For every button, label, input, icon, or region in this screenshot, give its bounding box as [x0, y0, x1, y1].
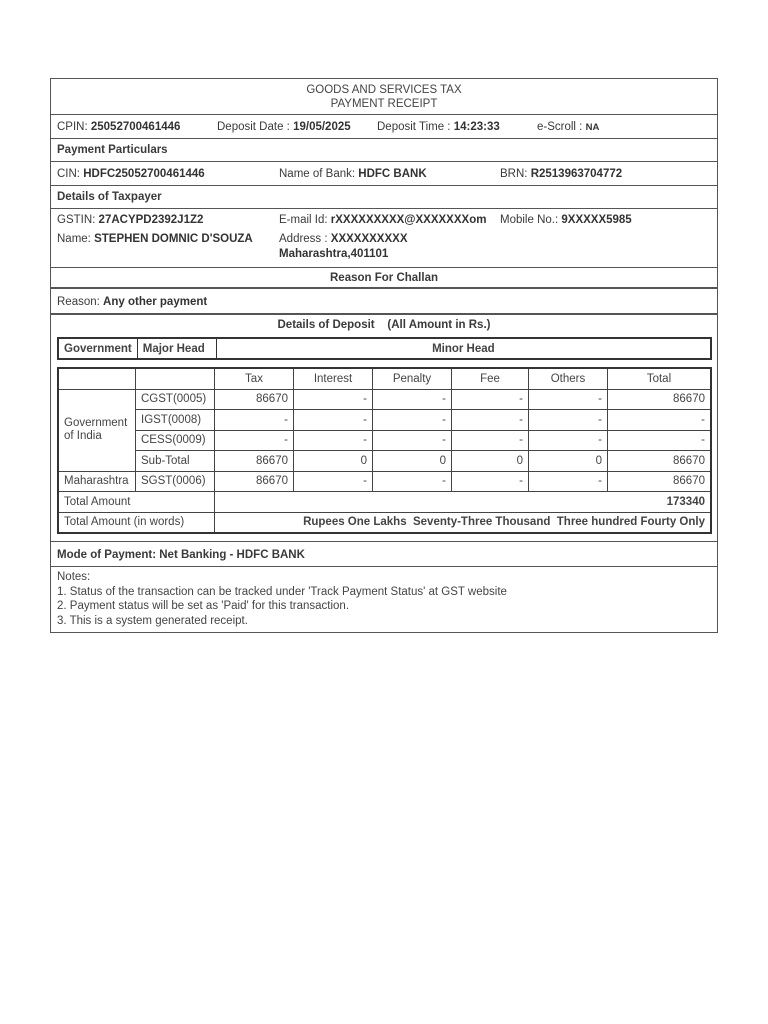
- cpin-field: [57, 115, 180, 139]
- cin-value: HDFC25052700461446: [83, 168, 205, 180]
- gstin-value: 27ACYPD2392J1Z2: [98, 214, 204, 226]
- value-cell: 0: [373, 451, 452, 472]
- value-cell: 86670: [608, 389, 712, 410]
- deposit-time-label: Deposit Time :: [377, 121, 451, 133]
- deposit-date-value: 19/05/2025: [293, 121, 351, 133]
- deposit-heading: Details of Deposit (All Amount in Rs.): [277, 319, 491, 331]
- address-line-2-wrap: [279, 248, 388, 260]
- taxpayer-details: [51, 209, 717, 268]
- value-cell: -: [215, 410, 294, 431]
- notes-title: Notes:: [57, 571, 91, 583]
- reason-label: Reason:: [57, 296, 100, 308]
- table-row: [58, 471, 711, 492]
- value-cell: -: [608, 430, 712, 451]
- payment-receipt: [50, 78, 718, 633]
- taxpayer-heading: Details of Taxpayer: [51, 186, 717, 209]
- payment-particulars-heading: Payment Particulars: [51, 139, 717, 162]
- bank-value: HDFC BANK: [358, 168, 427, 180]
- col-total: Total: [608, 368, 712, 389]
- deposit-time-field: [377, 115, 500, 139]
- cpin-value: 25052700461446: [90, 121, 181, 133]
- cpin-label: CPIN:: [57, 121, 88, 133]
- head-cell: IGST(0008): [136, 410, 215, 431]
- value-cell: 86670: [608, 451, 712, 472]
- head-cell: CESS(0009): [136, 430, 215, 451]
- reason-value: Any other payment: [103, 296, 208, 308]
- value-cell: 86670: [215, 471, 294, 492]
- col-fee: Fee: [452, 368, 529, 389]
- table-row: [58, 389, 711, 410]
- value-cell: 0: [294, 451, 373, 472]
- total-amount-row: [58, 492, 711, 513]
- reason-row: [51, 289, 717, 315]
- state-cell: Maharashtra: [58, 471, 136, 492]
- gov-india-cell: Government of India: [58, 389, 136, 471]
- value-cell: -: [529, 410, 608, 431]
- gstin-field: [57, 214, 203, 226]
- total-amount-label: Total Amount: [58, 492, 215, 513]
- col-penalty: Penalty: [373, 368, 452, 389]
- bank-field: [279, 162, 427, 186]
- head-cell: Sub-Total: [136, 451, 215, 472]
- deposit-date-field: [217, 115, 351, 139]
- mobile-field: [500, 214, 632, 226]
- mobile-value: 9XXXXX5985: [561, 214, 632, 226]
- value-cell: -: [452, 389, 529, 410]
- address-line-1: XXXXXXXXXX: [330, 233, 408, 245]
- gstin-label: GSTIN:: [57, 214, 96, 226]
- value-cell: -: [373, 389, 452, 410]
- col-others: Others: [529, 368, 608, 389]
- value-cell: -: [529, 430, 608, 451]
- mode-of-payment: [51, 541, 717, 567]
- cin-label: CIN:: [57, 168, 80, 180]
- deposit-header-table: [57, 337, 712, 360]
- brn-label: BRN:: [500, 168, 528, 180]
- bank-label: Name of Bank:: [279, 168, 356, 180]
- challan-heading: Reason For Challan: [51, 268, 717, 289]
- value-cell: -: [215, 430, 294, 451]
- deposit-table: [57, 367, 712, 534]
- name-field: [57, 233, 253, 245]
- value-cell: -: [373, 430, 452, 451]
- deposit-cols-row: [58, 368, 711, 389]
- value-cell: 86670: [608, 471, 712, 492]
- escroll-field: [537, 115, 599, 140]
- mobile-label: Mobile No.:: [500, 214, 559, 226]
- value-cell: 86670: [215, 389, 294, 410]
- head-cell: CGST(0005): [136, 389, 215, 410]
- total-amount-value: 173340: [215, 492, 712, 513]
- value-cell: 0: [529, 451, 608, 472]
- title-line-2: PAYMENT RECEIPT: [330, 98, 438, 110]
- email-value: rXXXXXXXXX@XXXXXXXom: [330, 214, 487, 226]
- note-item: 2. Payment status will be set as 'Paid' for this transaction.: [57, 600, 350, 612]
- col-government: Government: [58, 338, 137, 359]
- payment-particulars-row: [51, 162, 717, 186]
- cpin-row: [51, 115, 717, 139]
- value-cell: 86670: [215, 451, 294, 472]
- cin-field: [57, 162, 205, 186]
- address-line-2: Maharashtra,401101: [279, 248, 389, 260]
- note-item: 1. Status of the transaction can be tracked under 'Track Payment Status' at GST website: [57, 585, 507, 598]
- total-words-value: Rupees One Lakhs Seventy-Three Thousand Three hundred Fourty Only: [215, 512, 712, 533]
- blank-cell: [58, 368, 136, 389]
- name-value: STEPHEN DOMNIC D'SOUZA: [94, 233, 253, 245]
- table-row: [58, 410, 711, 431]
- total-words-row: [58, 512, 711, 533]
- value-cell: -: [529, 471, 608, 492]
- email-field: [279, 214, 486, 226]
- value-cell: -: [294, 471, 373, 492]
- head-cell: SGST(0006): [136, 471, 215, 492]
- value-cell: -: [294, 430, 373, 451]
- value-cell: -: [608, 410, 712, 431]
- brn-value: R2513963704772: [530, 168, 623, 180]
- address-field: [279, 233, 408, 245]
- brn-field: [500, 162, 622, 186]
- col-major-head: Major Head: [137, 338, 216, 359]
- mode-value: Net Banking - HDFC BANK: [159, 549, 305, 561]
- value-cell: -: [529, 389, 608, 410]
- receipt-title: [51, 79, 717, 115]
- email-label: E-mail Id:: [279, 214, 328, 226]
- deposit-date-label: Deposit Date :: [217, 121, 290, 133]
- value-cell: -: [373, 471, 452, 492]
- address-label: Address :: [279, 233, 328, 245]
- total-words-label: Total Amount (in words): [58, 512, 215, 533]
- mode-label: Mode of Payment:: [57, 549, 157, 561]
- table-row: [58, 451, 711, 472]
- col-minor-head: Minor Head: [216, 338, 711, 359]
- value-cell: -: [452, 471, 529, 492]
- value-cell: -: [452, 430, 529, 451]
- value-cell: -: [294, 410, 373, 431]
- name-label: Name:: [57, 233, 91, 245]
- col-tax: Tax: [215, 368, 294, 389]
- notes-section: [51, 567, 717, 632]
- value-cell: -: [373, 410, 452, 431]
- value-cell: -: [294, 389, 373, 410]
- escroll-value: NA: [585, 122, 600, 133]
- title-line-1: GOODS AND SERVICES TAX: [306, 84, 462, 96]
- col-interest: Interest: [294, 368, 373, 389]
- value-cell: 0: [452, 451, 529, 472]
- escroll-label: e-Scroll :: [537, 121, 583, 133]
- blank-cell: [136, 368, 215, 389]
- value-cell: -: [452, 410, 529, 431]
- deposit-time-value: 14:23:33: [453, 121, 500, 133]
- table-row: [58, 430, 711, 451]
- note-item: 3. This is a system generated receipt.: [57, 614, 248, 627]
